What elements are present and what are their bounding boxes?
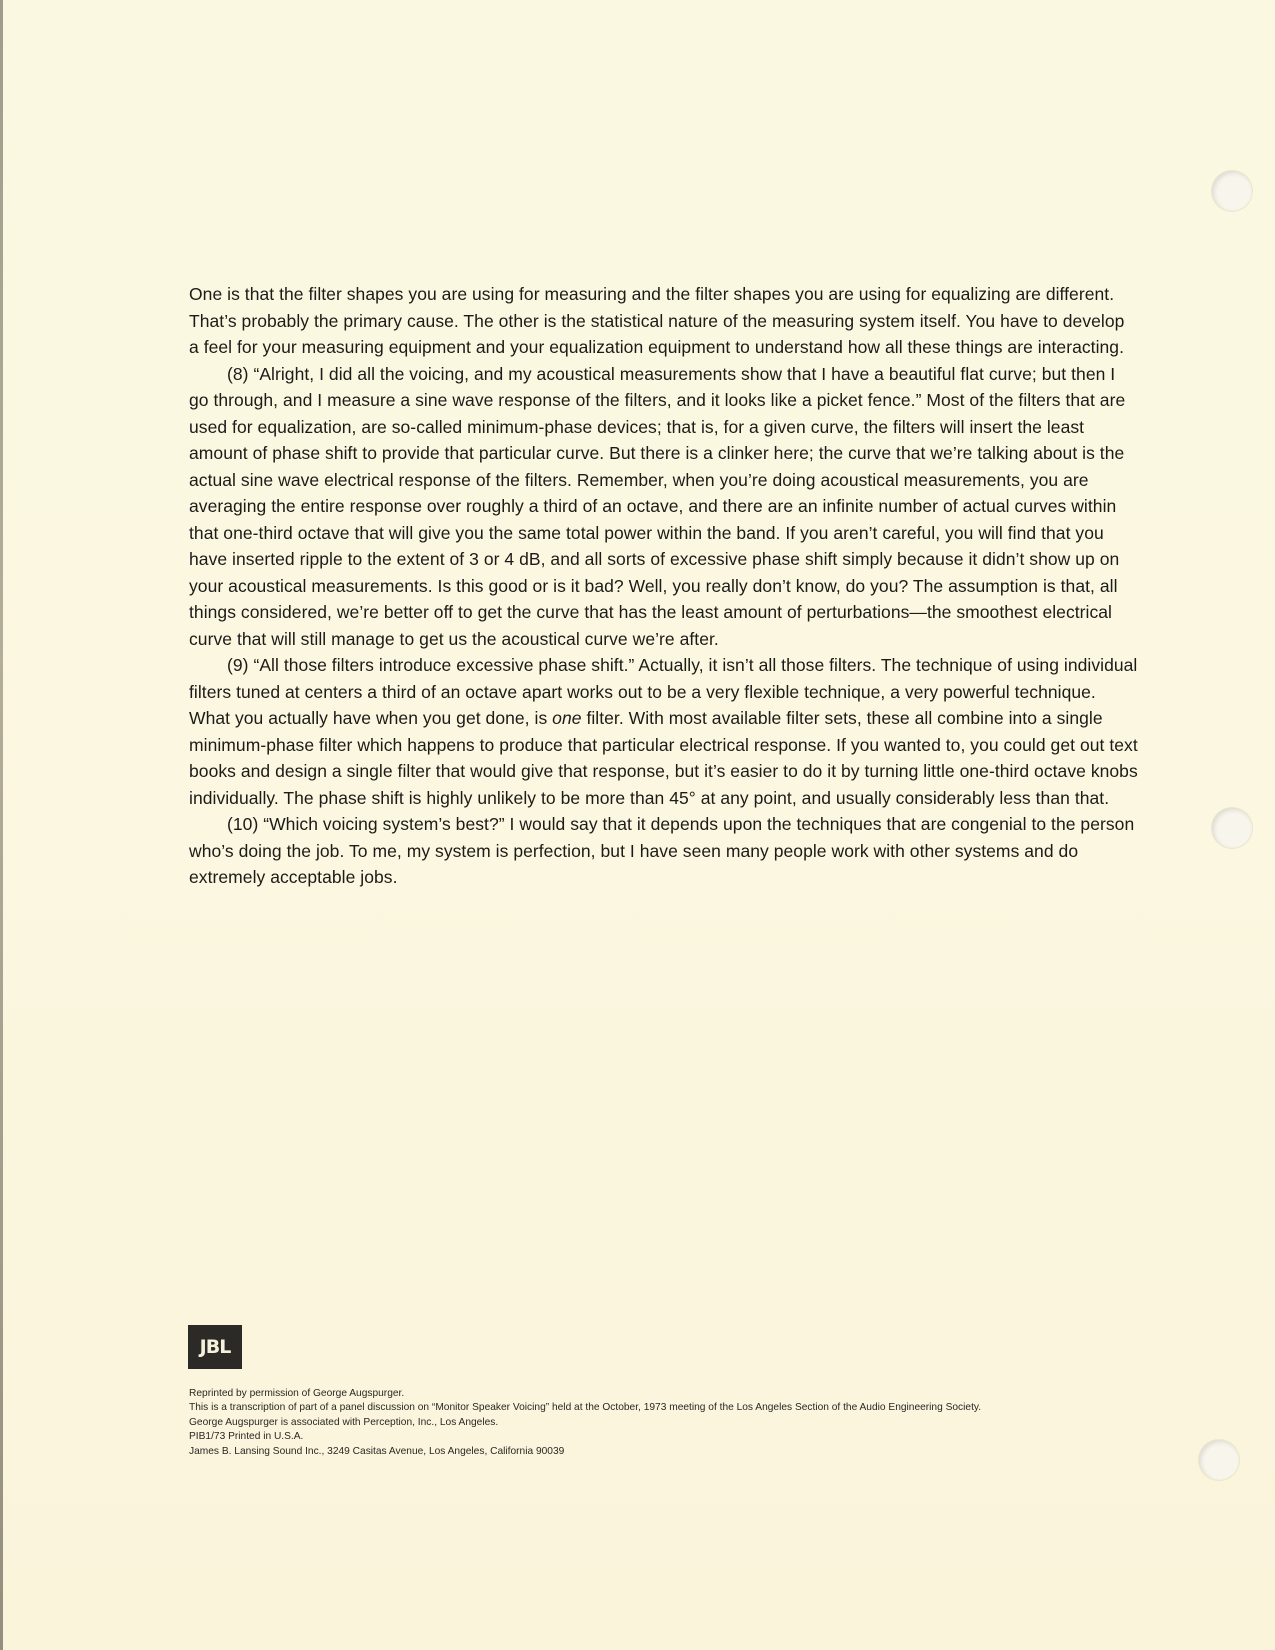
page-binding-edge	[0, 0, 3, 1650]
logo-text: JBL	[199, 1336, 231, 1358]
punch-hole-bottom	[1199, 1440, 1239, 1480]
jbl-logo-icon	[188, 1325, 242, 1369]
punch-hole-top	[1212, 171, 1252, 211]
colophon-print-code: PIB1/73 Printed in U.S.A.	[189, 1431, 304, 1443]
paragraph-10: (10) “Which voicing system’s best?” I would say that it depends upon the techniques that are congenial to the person who’s doing the job. To me, my system is perfection, but I have seen many people work with other systems and do extremely acceptable jobs.	[189, 814, 1135, 887]
paragraph-9-part-1: (9) “All those filters introduce excessive phase shift.” Actually, it isn’t all those filters. The technique of using individual filters tuned at centers a third of an octave apart works out to be a very flexible technique, a very powerful technique. What you actually have when you get done, is	[189, 655, 1138, 728]
paragraph-9-part-2: filter. With most available filter sets, these all combine into a single minimum-phase filter which happens to produce that particular electrical response. If you wanted to, you could get out text books and design a single filter that would give that response, but it’s easier to do it by turning little one-third octave knobs individually. The phase shift is highly unlikely to be more than 45° at any point, and usually considerably less than that.	[189, 708, 1138, 808]
paragraph-8: (8) “Alright, I did all the voicing, and my acoustical measurements show that I have a beautiful flat curve; but then I go through, and I measure a sine wave response of the filters, and it looks like a picket fence.” Most of the filters that are used for equalization, are so-called minimum-phase devices; that is, for a given curve, the filters will insert the least amount of phase shift to provide that particular curve. But there is a clinker here; the curve that we’re talking about is the actual sine wave electrical response of the filters. Remember, when you’re doing acoustical measurements, you are averaging the entire response over roughly a third of an octave, and there are an infinite number of actual curves within that one-third octave that will give you the same total power within the band. If you aren’t careful, you will find that you have inserted ripple to the extent of 3 or 4 dB, and all sorts of excessive phase shift simply because it didn’t show up on your acoustical measurements. Is this good or is it bad? Well, you really don’t know, do you? The assumption is that, all things considered, we’re better off to get the curve that has the least amount of perturbations—the smoothest electrical curve that will still manage to get us the acoustical curve we’re after.	[189, 363, 1126, 649]
paragraph-9-emphasis: one	[552, 708, 582, 728]
article-body	[189, 281, 1139, 891]
paragraph-9	[189, 652, 1139, 811]
paragraph-1: One is that the filter shapes you are using for measuring and the filter shapes you are using for equalizing are different. That’s probably the primary cause. The other is the statistical nature of the measuring system itself. You have to develop a feel for your measuring equipment and your equalization equipment to understand how all these things are interacting.	[189, 284, 1125, 357]
colophon	[189, 1387, 1109, 1459]
colophon-transcription: This is a transcription of part of a panel discussion on “Monitor Speaker Voicing” held at the October, 1973 meeting of the Los Angeles Section of the Audio Engineering Society.	[189, 1402, 982, 1414]
colophon-author-affiliation: George Augspurger is associated with Perception, Inc., Los Angeles.	[189, 1416, 499, 1428]
punch-hole-middle	[1212, 808, 1252, 848]
colophon-reprint: Reprinted by permission of George Augspurger.	[189, 1388, 405, 1399]
colophon-publisher-address: James B. Lansing Sound Inc., 3249 Casitas Avenue, Los Angeles, California 90039	[189, 1445, 565, 1457]
